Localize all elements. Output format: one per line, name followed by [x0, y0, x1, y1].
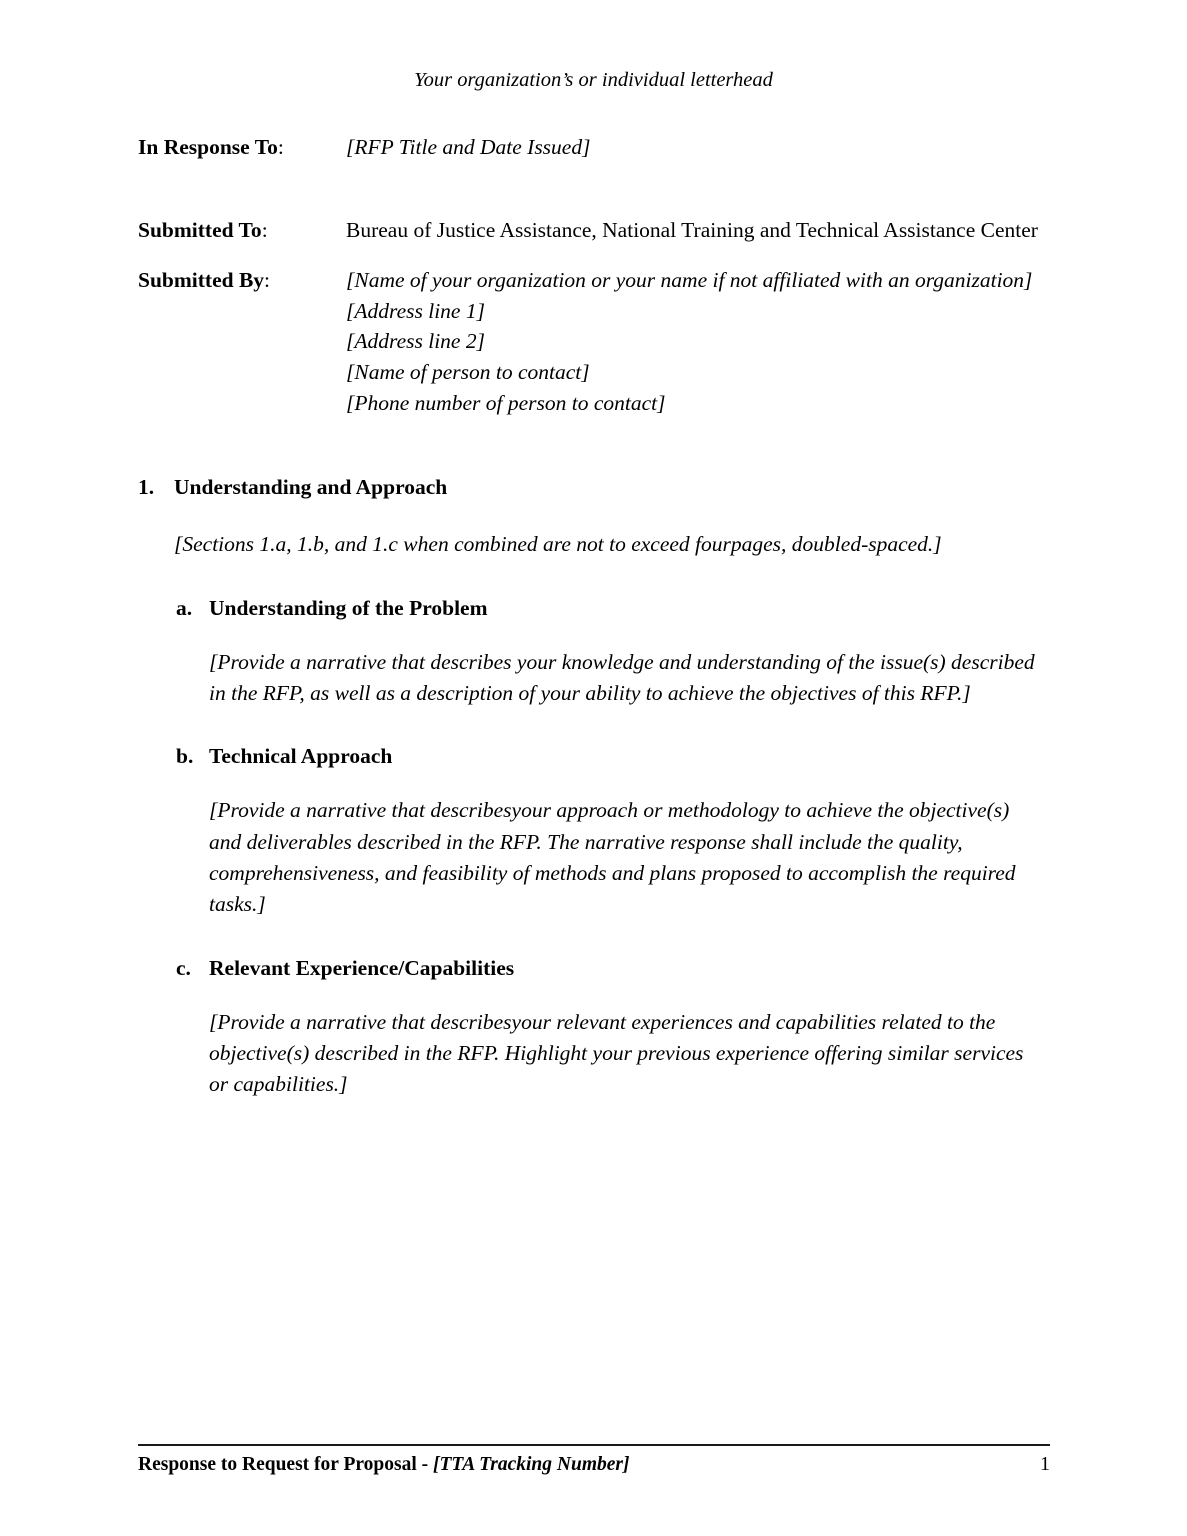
subsection-relevant-experience-capabilities: [176, 955, 1043, 1101]
address-line-1: [Address line 1]: [346, 298, 485, 323]
section-understanding-and-approach: [138, 474, 1043, 1100]
field-value-submitted-by: [Name of your organization or your name if not affiliated with an organization]: [346, 268, 1033, 293]
field-label-text-in-response-to: In Response To: [138, 135, 278, 159]
field-value-submitted-to: Bureau of Justice Assistance, National Training and Technical Assistance Center: [346, 217, 1038, 242]
contact-phone-line: [Phone number of person to contact]: [346, 390, 666, 415]
subsection-heading-b: [176, 743, 1043, 771]
running-header: Your organization’s or individual letterhead: [414, 69, 773, 91]
field-label-submitted-by: [138, 265, 346, 296]
field-in-response-to: [138, 132, 1043, 163]
field-colon-in-response-to: :: [277, 135, 284, 159]
field-value-in-response-to: [RFP Title and Date Issued]: [346, 135, 591, 159]
contact-name-line: [Name of person to contact]: [346, 360, 590, 385]
subsection-body-b: [Provide a narrative that describesyour approach or methodology to achieve the objective(s) and deliverables described in the RFP. The narrative response shall include the quality, comprehensiveness, and feasibility of methods and plans proposed to accomplish the required tasks.]: [209, 798, 1016, 917]
field-submitted-by: [138, 265, 1043, 296]
subsection-understanding-of-the-problem: [176, 595, 1043, 710]
field-label-text-submitted-to: Submitted To: [138, 217, 262, 242]
subsection-body-a: [Provide a narrative that describes your knowledge and understanding of the issue(s) described in the RFP, as well as a description of your ability to achieve the objectives of this RFP.]: [209, 649, 1035, 705]
footer-title: Response to Request for Proposal -: [138, 1454, 434, 1475]
field-submitted-to: [138, 215, 1043, 246]
subsection-title-c: Relevant Experience/Capabilities: [209, 955, 515, 980]
footer-title-group: [138, 1452, 629, 1477]
field-label-in-response-to: [138, 132, 346, 163]
section-instruction-note: [Sections 1.a, 1.b, and 1.c when combined are not to exceed fourpages, doubled-spaced.]: [174, 532, 942, 557]
subsection-technical-approach: [176, 743, 1043, 920]
section-title: Understanding and Approach: [174, 475, 448, 500]
spacer-after-in-response-to: [138, 163, 1043, 215]
subsection-body-c: [Provide a narrative that describesyour relevant experiences and capabilities related to the objective(s) described in the RFP. Highlight your previous experience offering similar services or capabilities.]: [209, 1009, 1024, 1097]
address-contact-lines: [346, 296, 1043, 419]
spacer-after-submitted-to: [138, 245, 1043, 265]
subsection-letter-a: a.: [176, 595, 193, 620]
field-colon-submitted-to: :: [261, 217, 268, 242]
subsection-letter-c: c.: [176, 955, 191, 980]
footer-page-number: 1: [1040, 1453, 1050, 1475]
document-footer: [138, 1444, 1050, 1477]
subsection-title-b: Technical Approach: [209, 744, 393, 769]
section-heading: [138, 474, 1043, 502]
field-label-text-submitted-by: Submitted By: [138, 268, 265, 293]
field-colon-submitted-by: :: [264, 268, 271, 293]
subsection-title-a: Understanding of the Problem: [209, 595, 488, 620]
subsection-heading-c: [176, 955, 1043, 983]
address-line-2: [Address line 2]: [346, 329, 485, 354]
document-body: [138, 132, 1043, 1101]
footer-tracking-number: [TTA Tracking Number]: [433, 1454, 630, 1475]
section-number: 1.: [138, 475, 155, 500]
subsection-letter-b: b.: [176, 744, 194, 769]
subsection-heading-a: [176, 595, 1043, 623]
footer-content: [138, 1446, 1050, 1477]
field-label-submitted-to: [138, 215, 346, 246]
